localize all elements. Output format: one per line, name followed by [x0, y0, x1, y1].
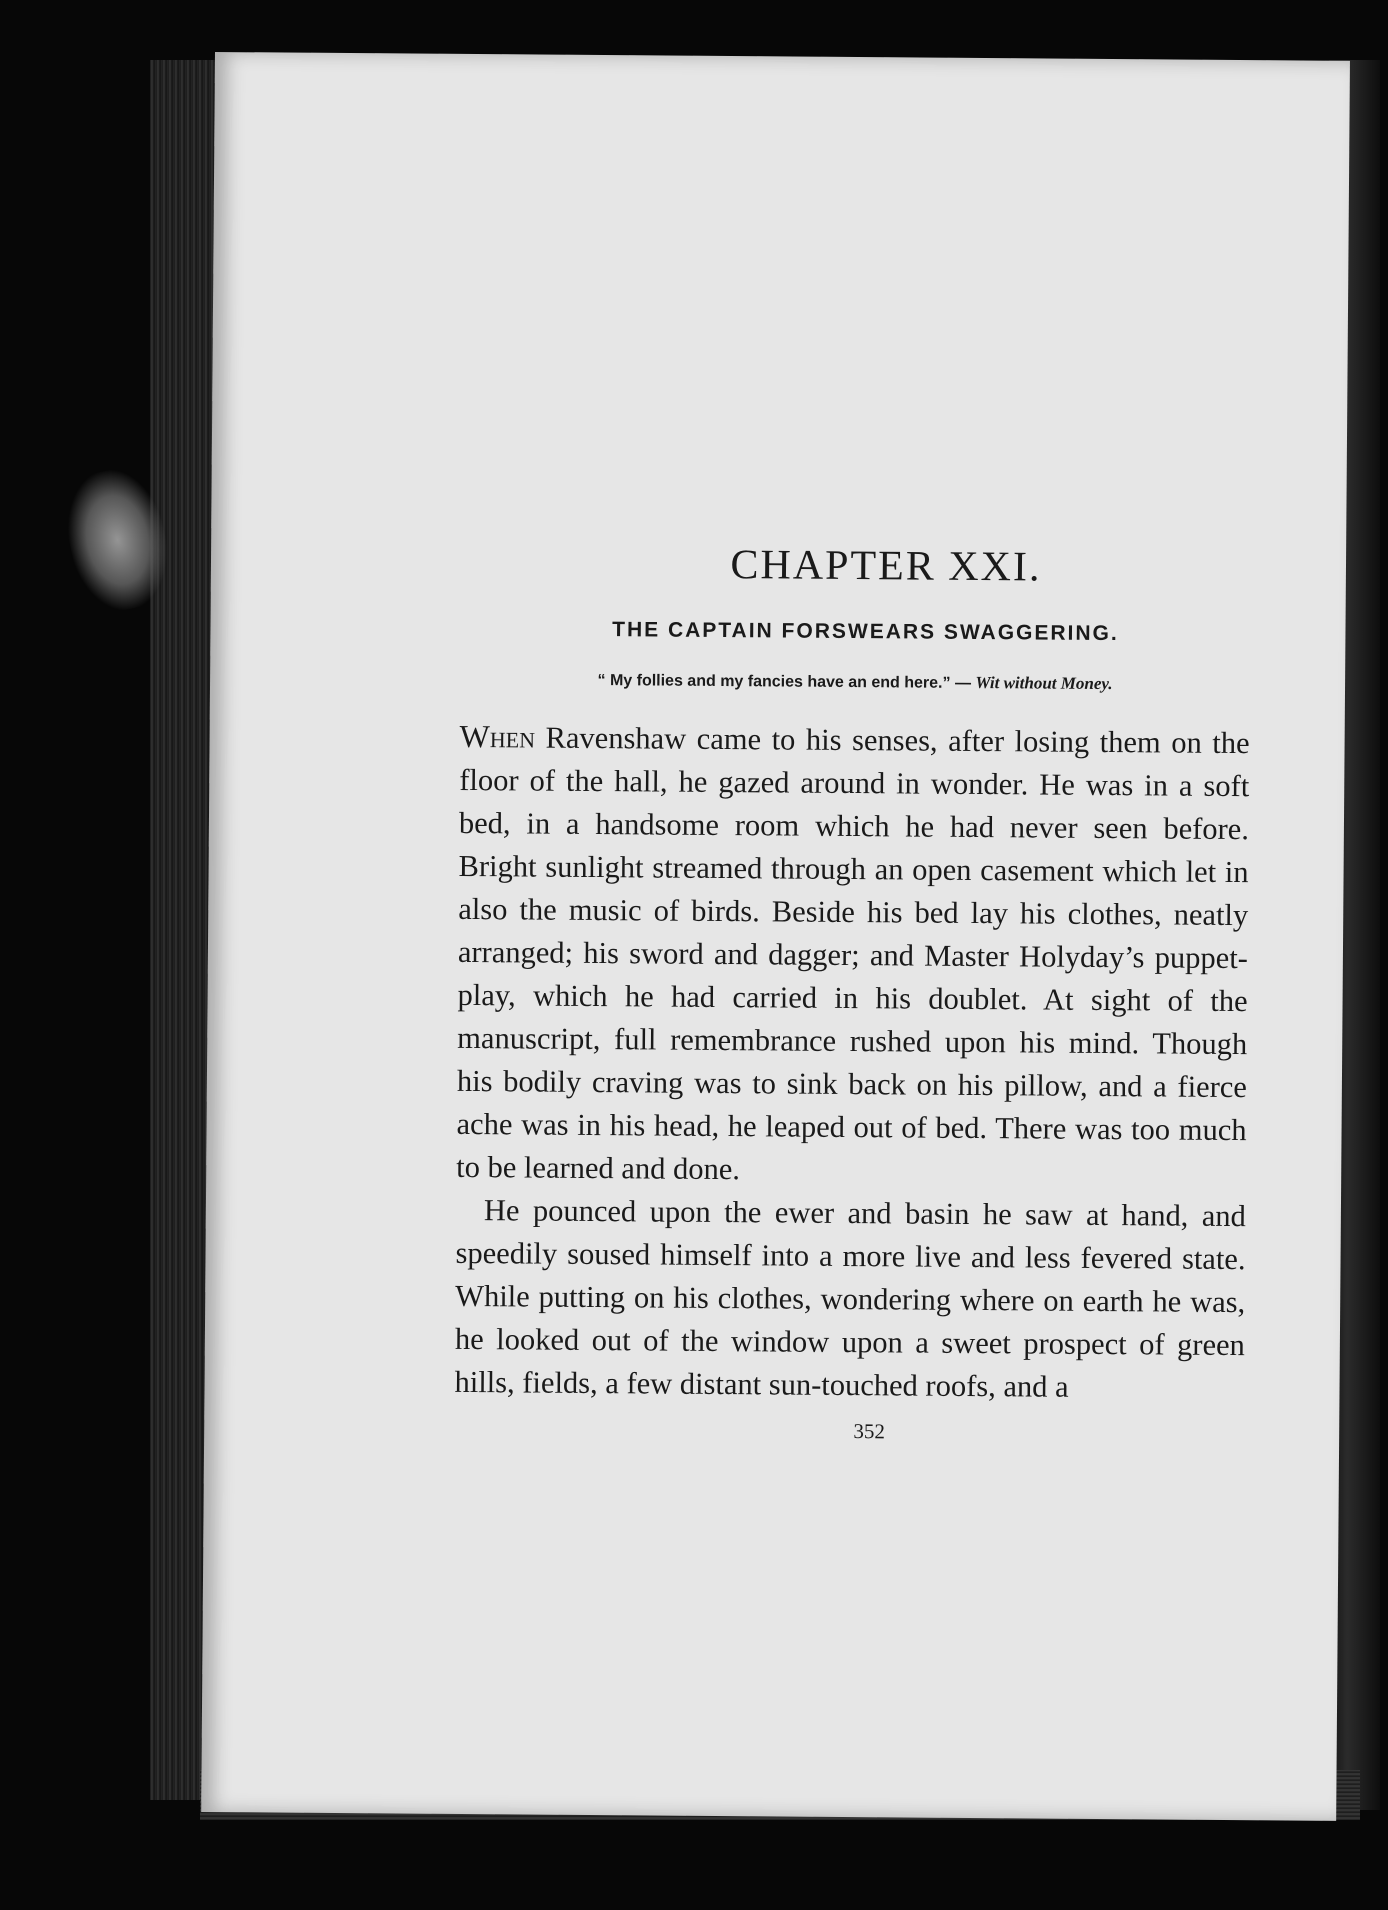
chapter-subtitle: THE CAPTAIN FORSWEARS SWAGGERING. [612, 618, 1119, 646]
book-page [201, 52, 1350, 1821]
page-number: 352 [853, 1419, 886, 1444]
paragraph-1 [456, 715, 1250, 1195]
paragraph-1-text: Ravenshaw came to his senses, after losing them on the floor of the hall, he gazed around in wonder. He was in a soft bed, in a handsome room which he had never seen before. Bright sunlight streamed through an open casement which let in also the music of birds. Beside his bed lay his clothes, neatly arranged; his sword and dagger; and Master Holyday’s puppet-play, which he had carried in his doublet. At sight of the manuscript, full remembrance rushed upon his mind. Though his bodily craving was to sink back on his pillow, and a fierce ache was in his head, he leaped out of bed. There was too much to be learned and done. [456, 720, 1250, 1187]
chapter-title: CHAPTER XXI. [730, 542, 1042, 591]
text-block [454, 509, 1251, 1447]
paragraph-2: He pounced upon the ewer and basin he saw at hand, and speedily soused himself into a more live and less fevered state. While putting on his clothes, wondering where on earth he was, he looked out of the window upon a sweet prospect of green hills, fields, a few distant sun-touched roofs, and a [454, 1193, 1247, 1404]
paragraph-1-first-word: When [459, 717, 536, 755]
body-text [454, 715, 1249, 1410]
epigraph-source: Wit without Money. [975, 672, 1113, 694]
epigraph [460, 669, 1250, 695]
epigraph-quote: “ My follies and my fancies have an end here.” — [597, 672, 972, 692]
